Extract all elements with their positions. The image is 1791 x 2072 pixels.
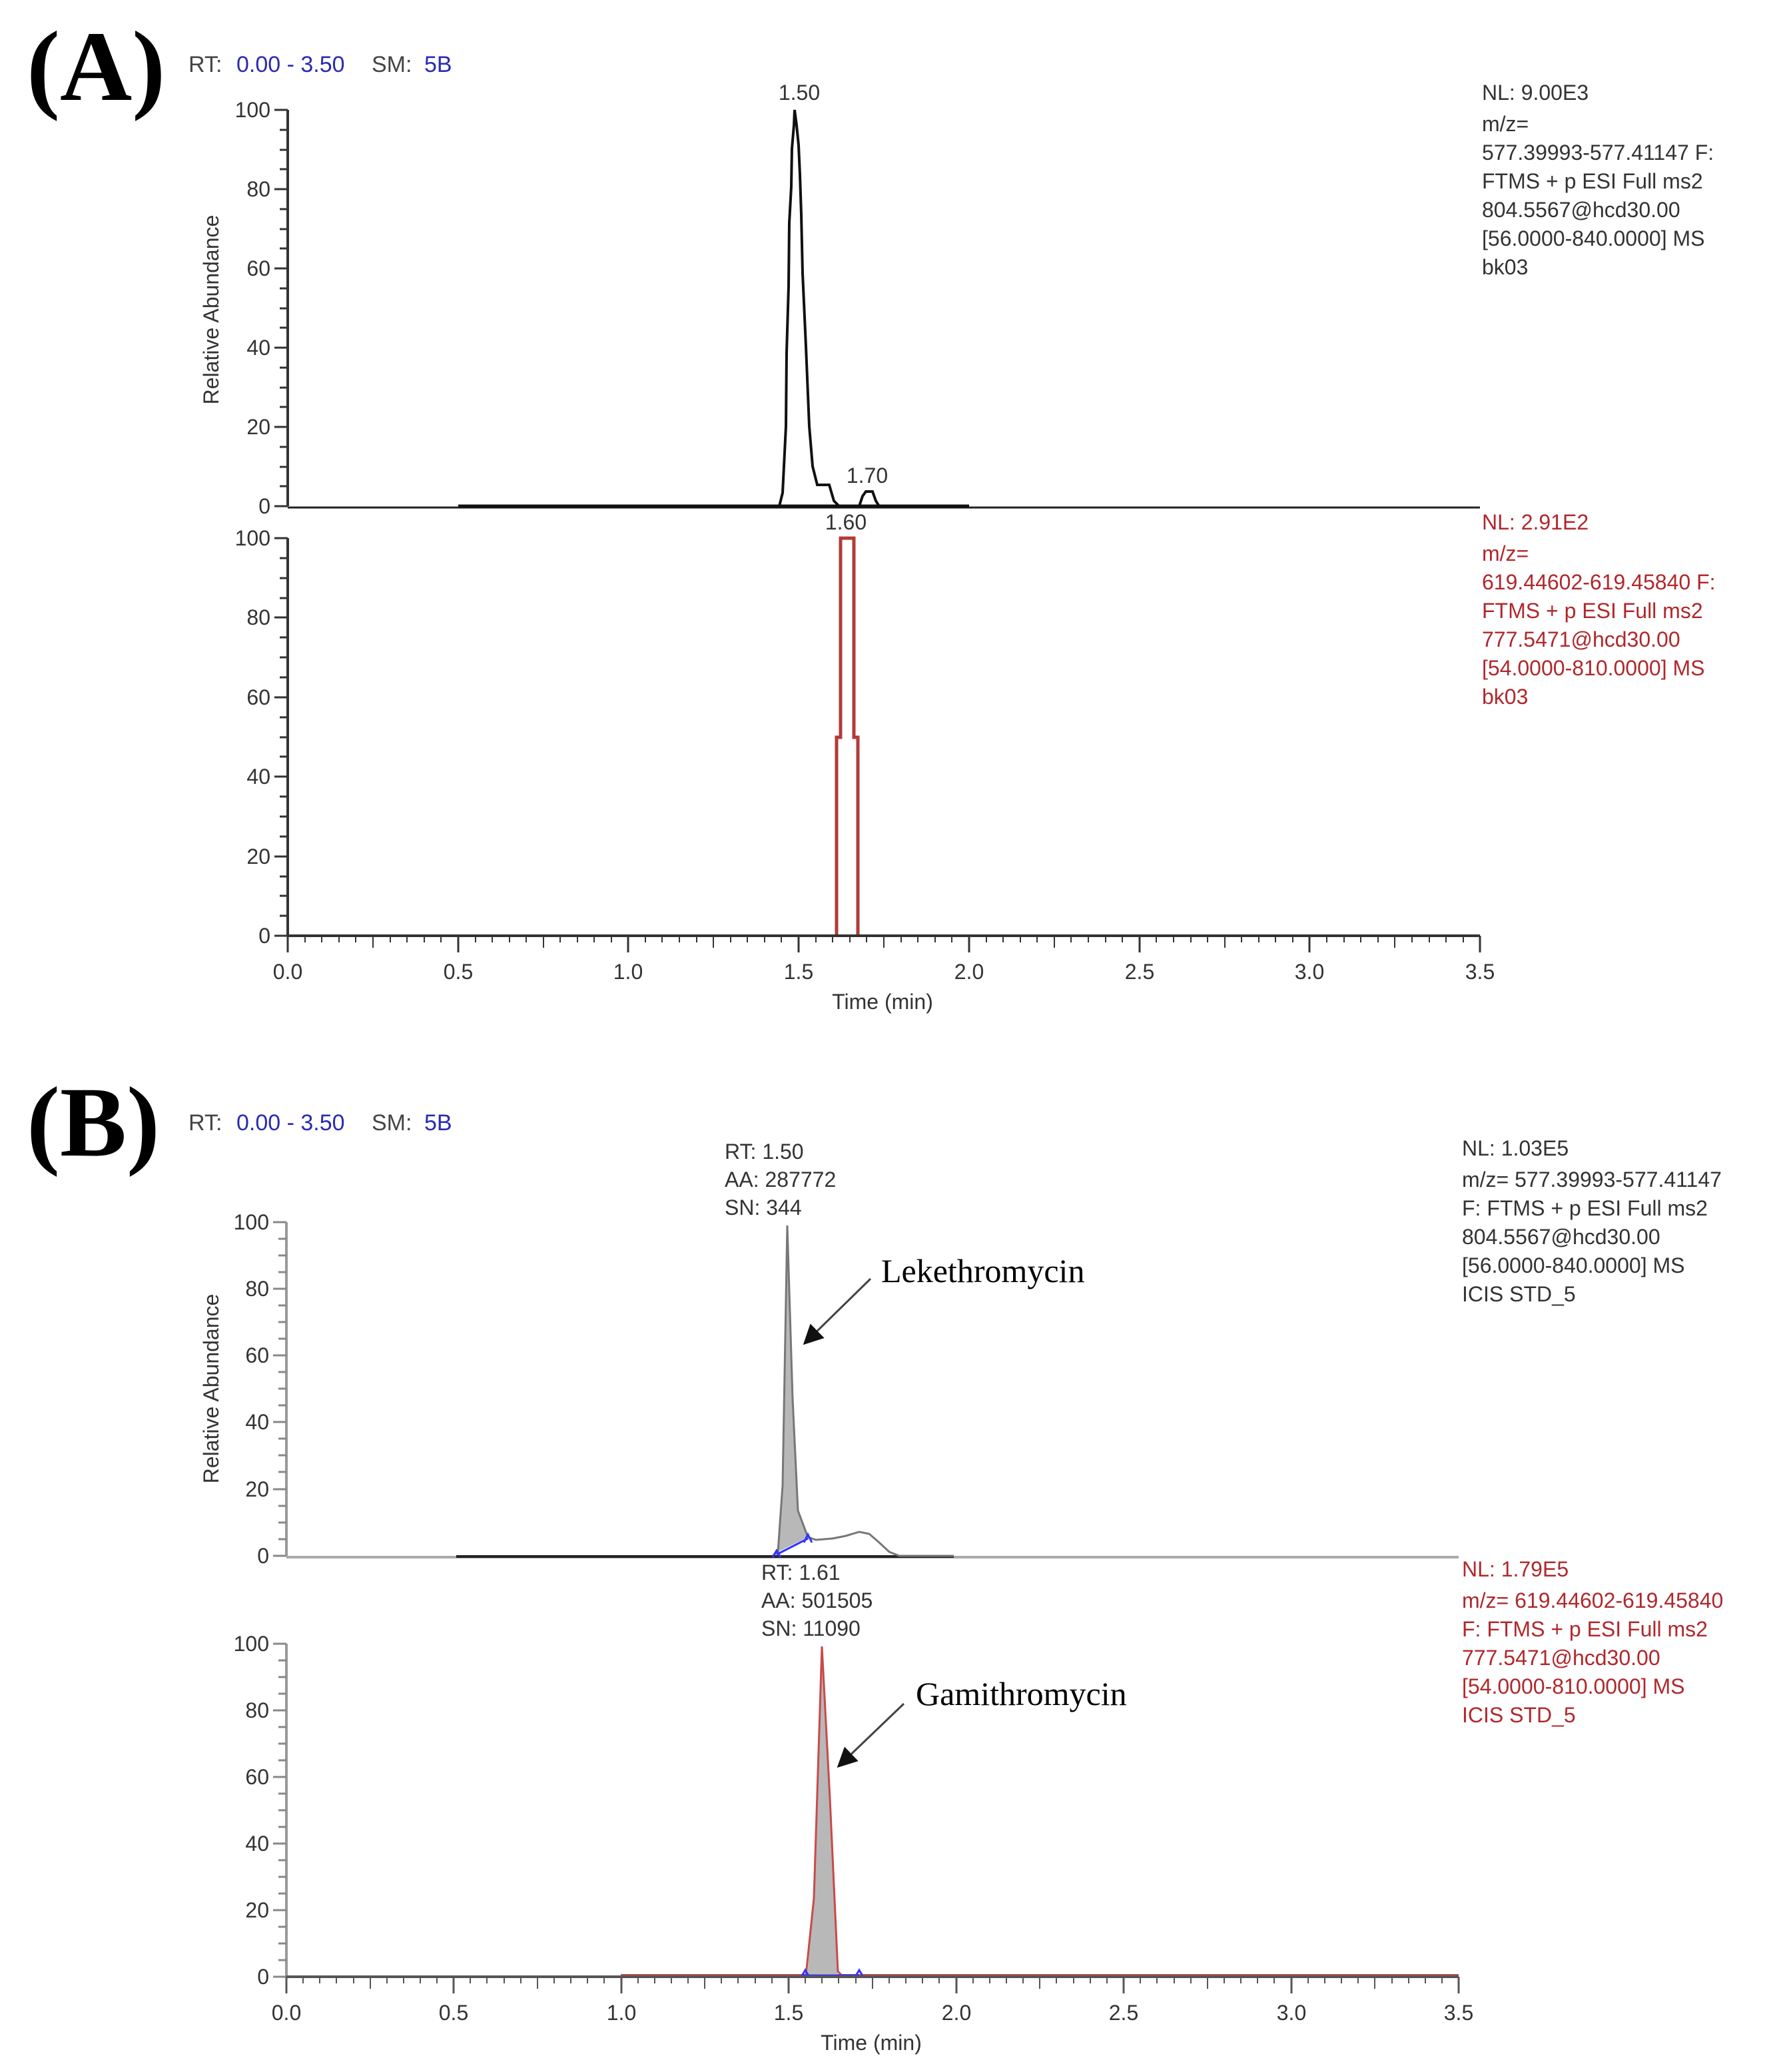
svg-text:20: 20 — [246, 845, 270, 868]
panel-a-label: (A) — [27, 11, 166, 122]
svg-text:NL: 1.03E5: NL: 1.03E5 — [1462, 1136, 1569, 1160]
rt-label: RT: — [188, 1110, 222, 1136]
arrow-icon — [840, 1704, 904, 1765]
panel-b-label: (B) — [27, 1067, 160, 1178]
svg-text:60: 60 — [245, 1765, 269, 1789]
svg-text:20: 20 — [245, 1477, 269, 1501]
svg-text:FTMS + p ESI Full ms2: FTMS + p ESI Full ms2 — [1482, 599, 1703, 623]
svg-text:[54.0000-810.0000] MS: [54.0000-810.0000] MS — [1462, 1674, 1685, 1698]
svg-text:60: 60 — [245, 1343, 269, 1367]
svg-text:NL: 9.00E3: NL: 9.00E3 — [1482, 81, 1589, 105]
x-tick-labels — [272, 2001, 1473, 2025]
svg-text:ICIS STD_5: ICIS STD_5 — [1462, 1282, 1576, 1306]
svg-text:100: 100 — [234, 98, 270, 122]
svg-text:m/z=: m/z= — [1482, 541, 1529, 565]
trace-red — [837, 538, 858, 936]
svg-text:[56.0000-840.0000] MS: [56.0000-840.0000] MS — [1462, 1253, 1685, 1277]
svg-text:m/z= 619.44602-619.45840: m/z= 619.44602-619.45840 — [1462, 1588, 1724, 1612]
svg-text:RT: 1.61: RT: 1.61 — [761, 1560, 841, 1584]
svg-text:SN: 344: SN: 344 — [725, 1196, 802, 1219]
peak-label: 1.60 — [825, 510, 867, 534]
y-ticks — [274, 538, 288, 936]
svg-text:619.44602-619.45840 F:: 619.44602-619.45840 F: — [1482, 570, 1716, 594]
x-minor-ticks — [303, 1977, 1442, 1989]
svg-text:m/z= 577.39993-577.41147: m/z= 577.39993-577.41147 — [1462, 1168, 1722, 1192]
svg-text:0: 0 — [257, 1965, 269, 1989]
svg-text:577.39993-577.41147 F:: 577.39993-577.41147 F: — [1482, 141, 1714, 165]
svg-text:777.5471@hcd30.00: 777.5471@hcd30.00 — [1462, 1646, 1660, 1670]
svg-text:NL: 1.79E5: NL: 1.79E5 — [1462, 1557, 1569, 1581]
svg-text:F: FTMS + p ESI Full ms2: F: FTMS + p ESI Full ms2 — [1462, 1196, 1708, 1220]
trace-metadata-b-top — [1462, 1136, 1722, 1306]
panel-a-bottom-plot — [235, 510, 1495, 1014]
svg-text:777.5471@hcd30.00: 777.5471@hcd30.00 — [1482, 627, 1680, 651]
svg-text:1.0: 1.0 — [606, 2001, 637, 2025]
svg-text:2.5: 2.5 — [1108, 2001, 1139, 2025]
rt-range: 0.00 - 3.50 — [236, 52, 345, 77]
svg-text:2.0: 2.0 — [954, 960, 984, 984]
x-minor-ticks — [305, 936, 1463, 948]
svg-text:RT: 1.50: RT: 1.50 — [725, 1140, 804, 1164]
panel-b-header — [188, 1110, 452, 1136]
svg-text:F: FTMS + p ESI Full ms2: F: FTMS + p ESI Full ms2 — [1462, 1617, 1708, 1641]
svg-text:1.5: 1.5 — [783, 960, 814, 984]
svg-text:AA: 501505: AA: 501505 — [761, 1588, 873, 1612]
svg-text:3.0: 3.0 — [1294, 960, 1325, 984]
svg-text:FTMS + p ESI Full ms2: FTMS + p ESI Full ms2 — [1482, 169, 1703, 193]
y-tick-labels — [235, 98, 270, 518]
svg-text:m/z=: m/z= — [1482, 112, 1529, 136]
compound-label-gamithromycin: Gamithromycin — [916, 1675, 1127, 1712]
x-axis-title: Time (min) — [832, 990, 933, 1014]
svg-text:20: 20 — [245, 1898, 269, 1922]
svg-text:0: 0 — [258, 494, 270, 518]
svg-text:0.0: 0.0 — [271, 2001, 302, 2025]
svg-text:3.0: 3.0 — [1276, 2001, 1307, 2025]
svg-text:[54.0000-810.0000] MS: [54.0000-810.0000] MS — [1482, 656, 1705, 680]
svg-text:804.5567@hcd30.00: 804.5567@hcd30.00 — [1482, 198, 1680, 222]
svg-text:40: 40 — [245, 1832, 269, 1856]
svg-text:bk03: bk03 — [1482, 685, 1529, 709]
svg-text:80: 80 — [245, 1277, 269, 1301]
svg-text:0: 0 — [257, 1544, 269, 1568]
svg-text:0.5: 0.5 — [443, 960, 474, 984]
svg-text:[56.0000-840.0000] MS: [56.0000-840.0000] MS — [1482, 226, 1705, 250]
svg-text:1.0: 1.0 — [613, 960, 643, 984]
svg-text:40: 40 — [246, 765, 270, 789]
panel-b-top-plot — [234, 1140, 1459, 1568]
svg-text:0.0: 0.0 — [272, 960, 303, 984]
x-axis-title: Time (min) — [821, 2031, 922, 2055]
svg-text:2.0: 2.0 — [941, 2001, 972, 2025]
svg-text:100: 100 — [234, 526, 270, 550]
svg-text:804.5567@hcd30.00: 804.5567@hcd30.00 — [1462, 1225, 1660, 1249]
peak-label: 1.50 — [778, 81, 821, 105]
trace-black — [779, 110, 879, 506]
y-ticks — [273, 1222, 286, 1556]
rt-range: 0.00 - 3.50 — [236, 1110, 345, 1136]
arrow-icon — [806, 1279, 871, 1342]
y-tick-labels — [234, 1632, 269, 1989]
svg-text:bk03: bk03 — [1482, 255, 1529, 279]
sm-value: 5B — [424, 1110, 452, 1136]
svg-text:40: 40 — [246, 336, 270, 360]
svg-text:100: 100 — [233, 1210, 269, 1234]
peak-info-gamithromycin — [761, 1560, 873, 1640]
svg-text:3.5: 3.5 — [1465, 960, 1495, 984]
panel-a-top-plot — [235, 81, 1480, 518]
svg-text:SN: 11090: SN: 11090 — [761, 1616, 861, 1640]
svg-text:0.5: 0.5 — [438, 2001, 469, 2025]
svg-text:0: 0 — [258, 924, 270, 948]
trace-metadata-a-top — [1482, 81, 1714, 279]
svg-text:NL: 2.91E2: NL: 2.91E2 — [1482, 510, 1589, 534]
svg-text:80: 80 — [245, 1698, 269, 1722]
sm-label: SM: — [372, 1110, 412, 1136]
sm-label: SM: — [372, 52, 412, 77]
y-ticks — [273, 1644, 286, 1977]
x-tick-labels — [273, 960, 1495, 984]
trace-metadata-a-bottom — [1482, 510, 1716, 709]
svg-text:80: 80 — [246, 605, 270, 629]
svg-text:2.5: 2.5 — [1124, 960, 1155, 984]
svg-text:AA: 287772: AA: 287772 — [725, 1168, 837, 1192]
svg-text:ICIS STD_5: ICIS STD_5 — [1462, 1703, 1576, 1727]
peak-label: 1.70 — [846, 464, 889, 488]
panel-b — [27, 1067, 1723, 2055]
panel-a — [27, 11, 1716, 1014]
sm-value: 5B — [424, 52, 452, 77]
svg-text:3.5: 3.5 — [1443, 2001, 1474, 2025]
y-tick-labels — [235, 526, 270, 948]
peak-info-lekethromycin — [725, 1140, 836, 1219]
compound-label-lekethromycin: Lekethromycin — [881, 1252, 1085, 1289]
svg-text:1.5: 1.5 — [773, 2001, 804, 2025]
trace-metadata-b-bottom — [1462, 1557, 1723, 1727]
svg-text:60: 60 — [246, 256, 270, 280]
y-tick-labels — [234, 1210, 269, 1568]
svg-text:60: 60 — [246, 685, 270, 709]
svg-text:80: 80 — [246, 177, 270, 201]
panel-a-header — [188, 52, 452, 77]
panel-b-bottom-plot — [234, 1560, 1474, 2055]
svg-text:40: 40 — [245, 1410, 269, 1434]
y-ticks — [274, 110, 288, 506]
y-axis-title: Relative Abundance — [199, 214, 223, 405]
y-axis-title: Relative Abundance — [199, 1293, 223, 1484]
svg-text:20: 20 — [246, 415, 270, 439]
svg-text:100: 100 — [233, 1632, 269, 1656]
rt-label: RT: — [188, 52, 222, 77]
